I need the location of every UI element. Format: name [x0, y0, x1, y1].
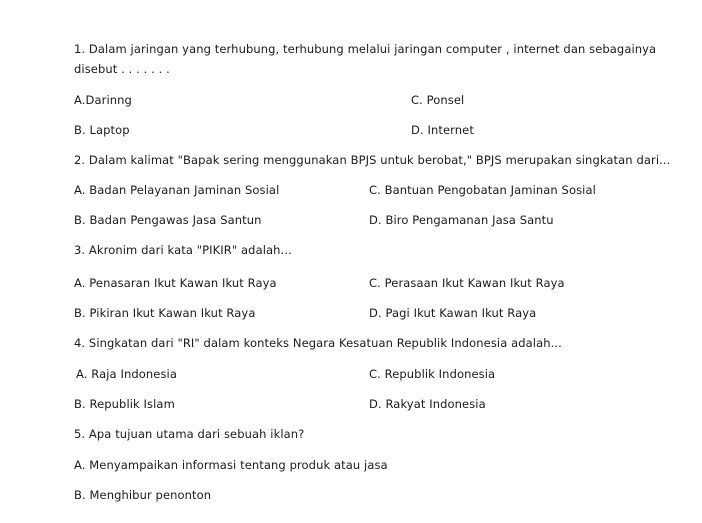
- question-3-option-c: C. Perasaan Ikut Kawan Ikut Raya: [369, 276, 565, 290]
- question-1-option-b: B. Laptop: [74, 123, 130, 137]
- question-3-option-d: D. Pagi Ikut Kawan Ikut Raya: [369, 306, 537, 320]
- question-5-stem: 5. Apa tujuan utama dari sebuah iklan?: [74, 427, 305, 441]
- question-4-option-d: D. Rakyat Indonesia: [369, 397, 486, 411]
- question-4-option-c: C. Republik Indonesia: [369, 367, 496, 381]
- question-4-option-a: A. Raja Indonesia: [76, 367, 177, 381]
- question-4-option-b: B. Republik Islam: [74, 397, 175, 411]
- question-5-option-b: B. Menghibur penonton: [74, 488, 212, 502]
- question-1-option-d: D. Internet: [411, 123, 474, 137]
- question-5-option-a: A. Menyampaikan informasi tentang produk atau jasa: [74, 458, 388, 472]
- question-3-option-b: B. Pikiran Ikut Kawan Ikut Raya: [74, 306, 256, 320]
- question-1-stem-line-2: disebut . . . . . . .: [74, 62, 170, 76]
- question-1-stem-line-1: 1. Dalam jaringan yang terhubung, terhubung melalui jaringan computer , internet dan sebagainya: [74, 42, 657, 56]
- question-3-stem: 3. Akronim dari kata "PIKIR" adalah...: [74, 243, 292, 257]
- question-1-option-a: A.Darinng: [74, 93, 132, 107]
- question-2-option-a: A. Badan Pelayanan Jaminan Sosial: [74, 183, 280, 197]
- question-2-option-d: D. Biro Pengamanan Jasa Santu: [369, 213, 554, 227]
- question-2-option-b: B. Badan Pengawas Jasa Santun: [74, 213, 262, 227]
- question-4-stem: 4. Singkatan dari "RI" dalam konteks Negara Kesatuan Republik Indonesia adalah...: [74, 336, 562, 350]
- question-3-option-a: A. Penasaran Ikut Kawan Ikut Raya: [74, 276, 277, 290]
- question-2-stem: 2. Dalam kalimat "Bapak sering menggunakan BPJS untuk berobat," BPJS merupakan singkatan dari...: [74, 153, 671, 167]
- question-1-option-c: C. Ponsel: [411, 93, 465, 107]
- question-2-option-c: C. Bantuan Pengobatan Jaminan Sosial: [369, 183, 596, 197]
